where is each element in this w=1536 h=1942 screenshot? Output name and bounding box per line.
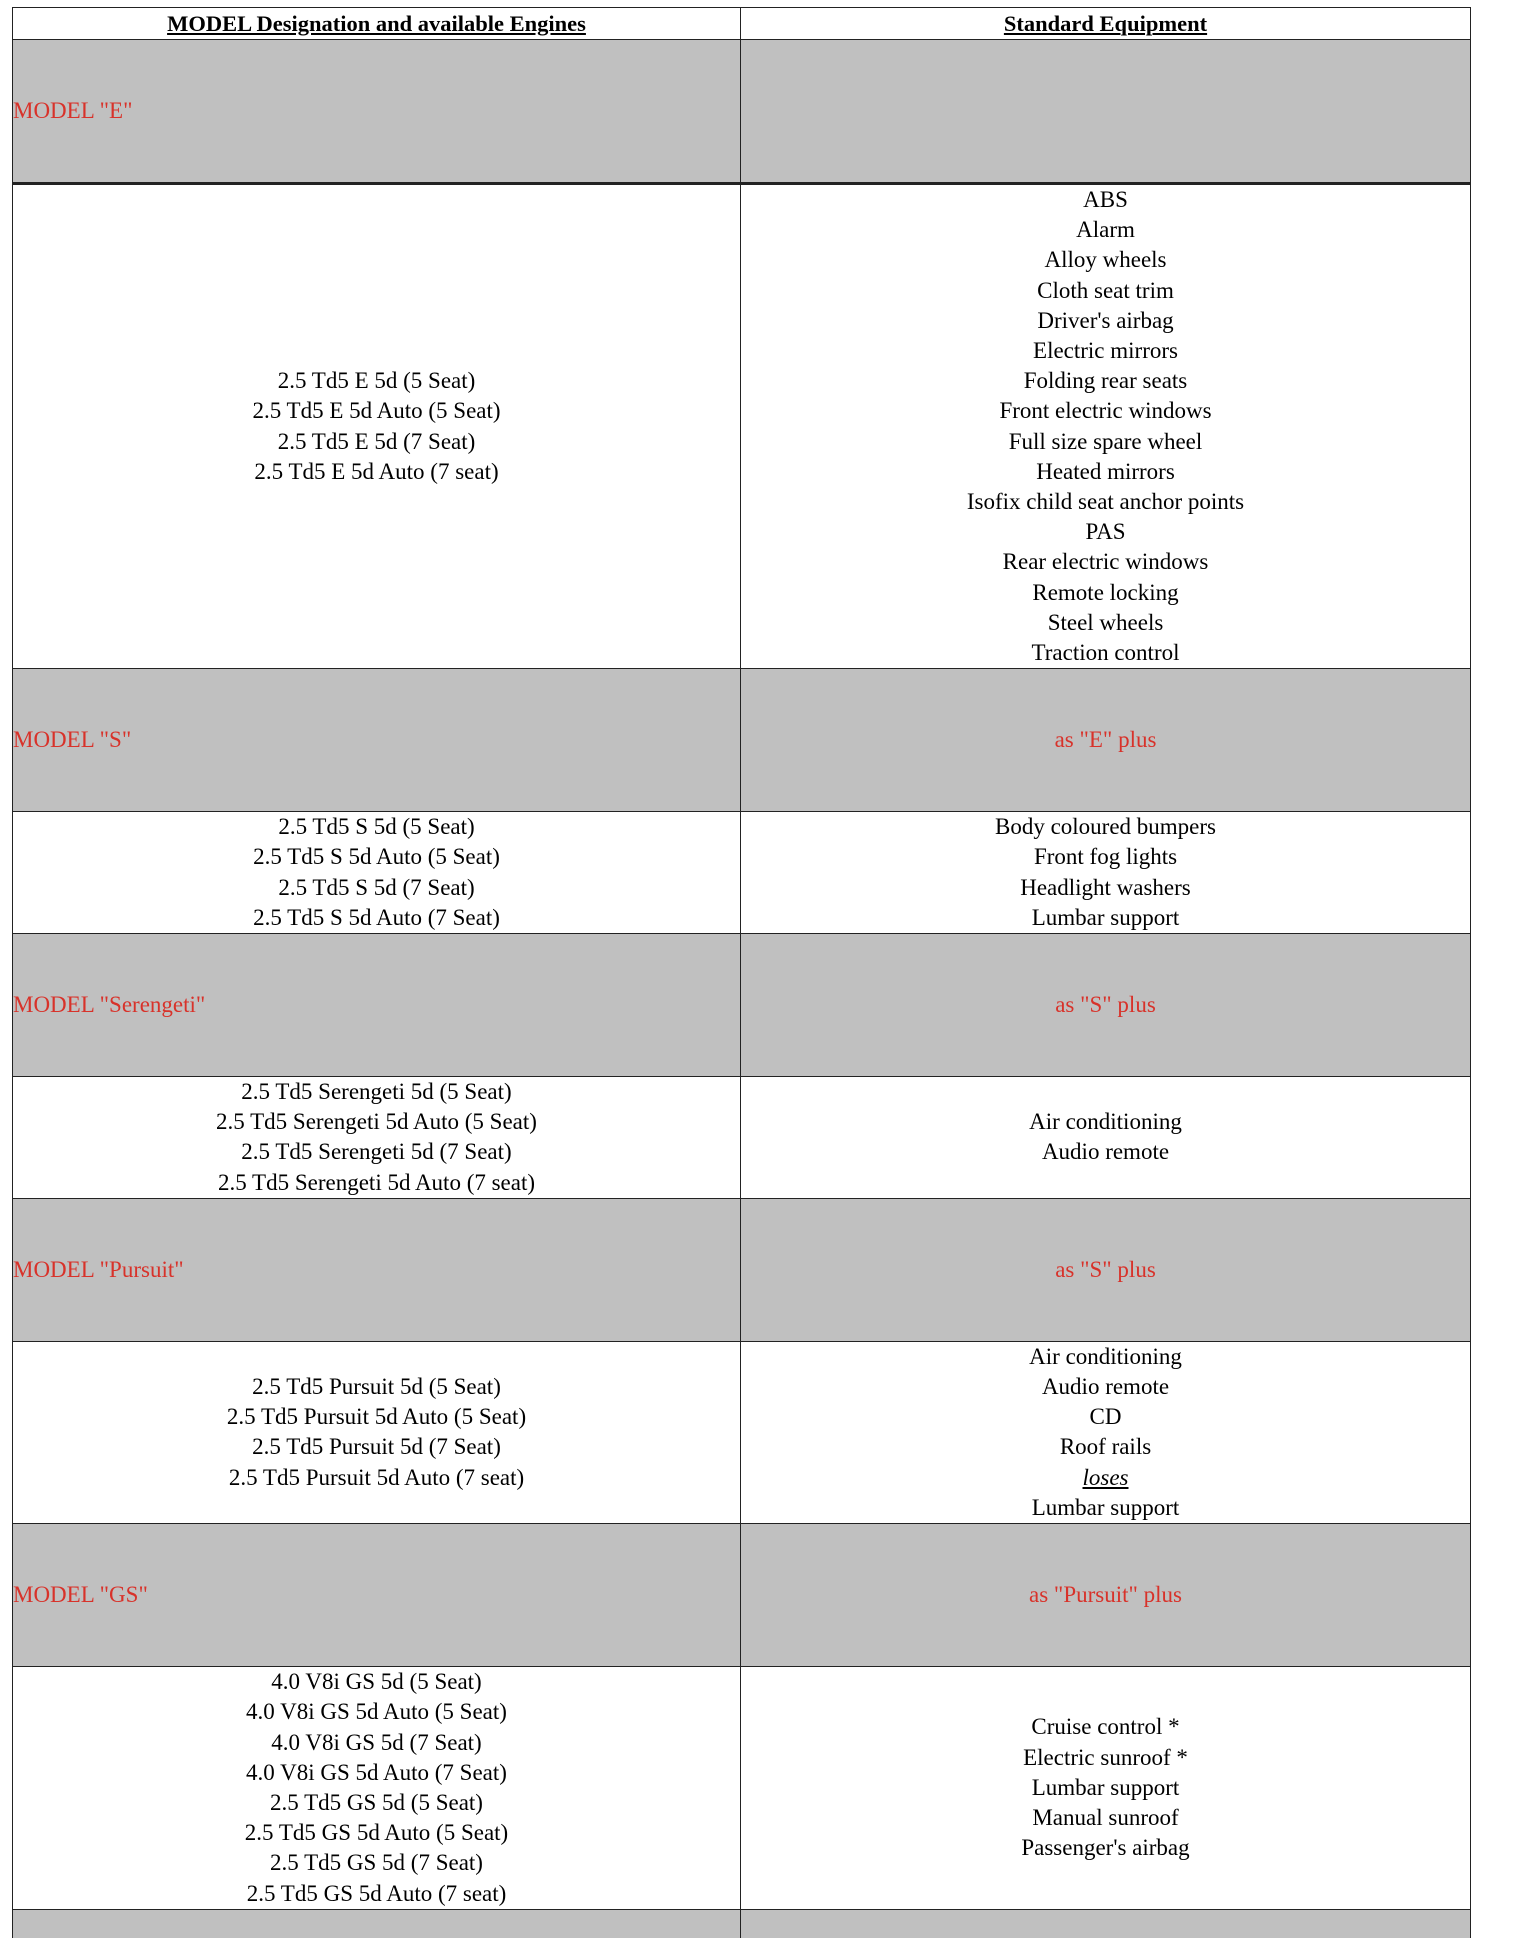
equipment-list xyxy=(741,184,1471,669)
engine-list xyxy=(13,1341,741,1523)
equipment-item: Electric mirrors xyxy=(1033,338,1178,364)
engine-item: 2.5 Td5 GS 5d (7 Seat) xyxy=(270,1850,483,1876)
model-band-row xyxy=(13,1198,1471,1341)
engine-list xyxy=(13,812,741,934)
inherits-label: as "E" plus xyxy=(741,669,1471,812)
next-model-plus-cell xyxy=(741,1909,1471,1938)
equipment-item: CD xyxy=(1089,1404,1122,1430)
equipment-item: Remote locking xyxy=(1032,579,1179,605)
inherits-label xyxy=(741,40,1471,184)
next-model-band-row xyxy=(13,1909,1471,1938)
equipment-list xyxy=(741,1667,1471,1910)
equipment-item: Front fog lights xyxy=(1033,844,1178,870)
equipment-item: Lumbar support xyxy=(1031,904,1180,930)
equipment-list xyxy=(741,1341,1471,1523)
engine-item: 2.5 Td5 Serengeti 5d (5 Seat) xyxy=(241,1079,512,1105)
model-band-row xyxy=(13,669,1471,812)
equipment-item: Body coloured bumpers xyxy=(994,814,1216,840)
equipment-list xyxy=(741,812,1471,934)
model-detail-row xyxy=(13,1341,1471,1523)
equipment-item: Electric sunroof * xyxy=(1023,1744,1188,1770)
equipment-item: Front electric windows xyxy=(999,398,1212,424)
equipment-item: Headlight washers xyxy=(1020,874,1191,900)
engine-item: 2.5 Td5 Serengeti 5d (7 Seat) xyxy=(241,1139,512,1165)
header-row xyxy=(13,8,1471,40)
model-band-row xyxy=(13,1524,1471,1667)
equipment-item: PAS xyxy=(1085,519,1126,545)
engine-item: 2.5 Td5 Pursuit 5d (7 Seat) xyxy=(252,1434,501,1460)
model-band-row xyxy=(13,40,1471,184)
equipment-item: Driver's airbag xyxy=(1037,307,1174,333)
engine-item: 4.0 V8i GS 5d Auto (5 Seat) xyxy=(246,1699,507,1725)
model-detail-row xyxy=(13,812,1471,934)
model-name: MODEL "Pursuit" xyxy=(13,1198,741,1341)
engine-item: 2.5 Td5 E 5d Auto (5 Seat) xyxy=(252,398,501,424)
engine-list xyxy=(13,1667,741,1910)
engine-item: 2.5 Td5 Serengeti 5d Auto (7 seat) xyxy=(217,1169,536,1195)
engine-item: 2.5 Td5 S 5d Auto (5 Seat) xyxy=(253,844,500,870)
equipment-item: Heated mirrors xyxy=(1036,458,1175,484)
engine-item: 4.0 V8i GS 5d (5 Seat) xyxy=(271,1669,482,1695)
equipment-item: Alarm xyxy=(1076,217,1135,243)
model-name: MODEL "E" xyxy=(13,40,741,184)
equipment-list xyxy=(741,1077,1471,1199)
equipment-item: Folding rear seats xyxy=(1023,368,1188,394)
model-detail-row xyxy=(13,1667,1471,1910)
model-detail-row xyxy=(13,184,1471,669)
loses-label: loses xyxy=(1082,1464,1129,1490)
engine-item: 2.5 Td5 S 5d (7 Seat) xyxy=(278,874,475,900)
engine-item: 2.5 Td5 GS 5d (5 Seat) xyxy=(270,1789,483,1815)
model-name: MODEL "GS" xyxy=(13,1524,741,1667)
equipment-item: Traction control xyxy=(1031,640,1180,666)
equipment-item: Isofix child seat anchor points xyxy=(966,489,1245,515)
equipment-item: Cloth seat trim xyxy=(1037,277,1174,303)
equipment-item: Cruise control * xyxy=(1031,1714,1180,1740)
engine-item: 2.5 Td5 Pursuit 5d (5 Seat) xyxy=(252,1374,501,1400)
model-name: MODEL "Serengeti" xyxy=(13,934,741,1077)
equipment-item: Lumbar support xyxy=(1031,1494,1180,1520)
equipment-item: ABS xyxy=(1083,187,1128,212)
engine-list xyxy=(13,184,741,669)
engine-item: 2.5 Td5 Pursuit 5d Auto (5 Seat) xyxy=(226,1404,527,1430)
equipment-item: Alloy wheels xyxy=(1044,247,1167,273)
equipment-item: Manual sunroof xyxy=(1032,1805,1179,1830)
inherits-label: as "S" plus xyxy=(741,934,1471,1077)
engine-item: 2.5 Td5 E 5d Auto (7 seat) xyxy=(254,458,499,484)
engine-item: 2.5 Td5 GS 5d Auto (5 Seat) xyxy=(244,1820,509,1846)
header-standard-equipment: Standard Equipment xyxy=(741,8,1471,40)
engine-item: 2.5 Td5 Pursuit 5d Auto (7 seat) xyxy=(228,1464,525,1490)
engine-item: 2.5 Td5 E 5d (7 Seat) xyxy=(277,428,476,454)
equipment-item: Passenger's airbag xyxy=(1021,1835,1190,1861)
inherits-label: as "S" plus xyxy=(741,1198,1471,1341)
next-model-name-cell xyxy=(13,1909,741,1938)
equipment-item: Full size spare wheel xyxy=(1008,428,1203,454)
engine-item: 2.5 Td5 Serengeti 5d Auto (5 Seat) xyxy=(216,1109,537,1135)
engine-list xyxy=(13,1077,741,1199)
equipment-item: Rear electric windows xyxy=(1002,549,1209,575)
equipment-item: Audio remote xyxy=(1041,1374,1170,1400)
spreadsheet xyxy=(12,7,1470,1938)
model-band-row xyxy=(13,934,1471,1077)
engine-item: 2.5 Td5 E 5d (5 Seat) xyxy=(277,368,476,394)
equipment-item: Air conditioning xyxy=(1029,1109,1182,1135)
equipment-item: Lumbar support xyxy=(1031,1774,1180,1800)
equipment-table xyxy=(12,7,1471,1938)
header-model-designation: MODEL Designation and available Engines xyxy=(13,8,741,40)
model-name: MODEL "S" xyxy=(13,669,741,812)
equipment-item: Steel wheels xyxy=(1047,609,1164,635)
inherits-label: as "Pursuit" plus xyxy=(741,1524,1471,1667)
equipment-item: Audio remote xyxy=(1041,1139,1170,1165)
engine-item: 4.0 V8i GS 5d (7 Seat) xyxy=(271,1729,482,1755)
table-body xyxy=(13,8,1471,1938)
engine-item: 2.5 Td5 S 5d Auto (7 Seat) xyxy=(253,904,500,930)
engine-item: 4.0 V8i GS 5d Auto (7 Seat) xyxy=(246,1759,507,1785)
engine-item: 2.5 Td5 GS 5d Auto (7 seat) xyxy=(246,1880,507,1906)
equipment-item: Roof rails xyxy=(1059,1434,1152,1460)
engine-item: 2.5 Td5 S 5d (5 Seat) xyxy=(278,814,475,840)
model-detail-row xyxy=(13,1077,1471,1199)
equipment-item: Air conditioning xyxy=(1029,1343,1182,1369)
